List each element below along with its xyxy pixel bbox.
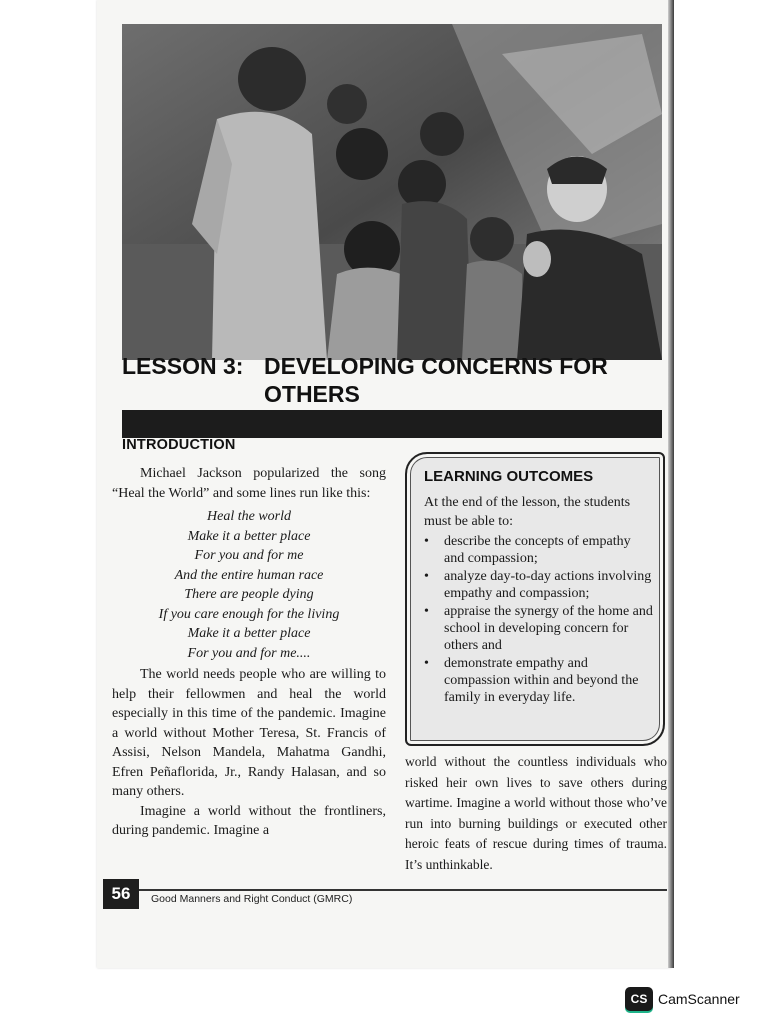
page-edge-shadow	[668, 0, 674, 968]
learning-outcomes-heading: LEARNING OUTCOMES	[424, 468, 594, 485]
intro-paragraph-2: Imagine a world without the frontliners, during pandemic. Imagine a	[112, 803, 386, 838]
lesson-title: DEVELOPING CONCERNS FOR OTHERS	[264, 353, 608, 407]
lesson-heading	[122, 352, 667, 408]
lyric-line: And the entire human race	[174, 567, 324, 583]
lyric-line: If you care enough for the living	[158, 606, 340, 622]
lyric-line: For you and for me	[194, 548, 304, 563]
intro-paragraph-2-continued: world without the countless individuals who risked heir own lives to save others during wartime. Imagine a world without those who’ve run into burning buildings or executed other heroic feats of rescue during times of trauma. It’s unthinkable.	[405, 754, 667, 872]
outcome-item: • analyze day-to-day actions involving empathy and compassion;	[424, 568, 654, 602]
learning-outcomes-list	[424, 533, 654, 707]
lyric-line: For you and for me....	[187, 645, 311, 661]
introduction-body	[112, 464, 386, 841]
book-title-footer: Good Manners and Right Conduct (GMRC)	[151, 893, 353, 905]
lyric-line: There are people dying	[184, 587, 314, 602]
page-number: 56	[103, 879, 139, 909]
outcome-item: • appraise the synergy of the home and school in developing concern for others and	[424, 603, 654, 654]
lyric-line: Make it a better place	[187, 528, 311, 544]
lyric-line: Make it a better place	[187, 626, 311, 641]
lyric-line: Heal the world	[207, 509, 291, 524]
outcome-item: • demonstrate empathy and compassion within and beyond the family in everyday life.	[424, 655, 654, 706]
learning-outcomes-intro: At the end of the lesson, the students must be able to:	[424, 495, 631, 529]
camscanner-label: CamScanner	[658, 991, 740, 1007]
camscanner-logo-icon: CS	[625, 987, 653, 1011]
camscanner-watermark	[625, 985, 740, 1013]
title-divider-bar	[122, 410, 662, 438]
introduction-heading: INTRODUCTION	[122, 437, 236, 453]
outcome-item: • describe the concepts of empathy and compassion;	[424, 533, 654, 567]
lesson-photo	[122, 24, 662, 360]
photo-illustration	[122, 24, 662, 360]
footer-rule	[139, 889, 667, 891]
lesson-number: LESSON 3:	[122, 353, 244, 379]
song-lyrics	[112, 507, 386, 663]
intro-lead-paragraph: Michael Jackson popularized the song “Heal the World” and some lines run like this:	[112, 466, 386, 501]
intro-paragraph-1: The world needs people who are willing to help their fellowmen and heal the world especially in this time of the pandemic. Imagine a world without Mother Teresa, St. Francis of Assisi, Nelson Mandela, Mahatma Gandhi, Efren Peñaflorida, Jr., Randy Halasan, and so many others.	[112, 667, 386, 799]
